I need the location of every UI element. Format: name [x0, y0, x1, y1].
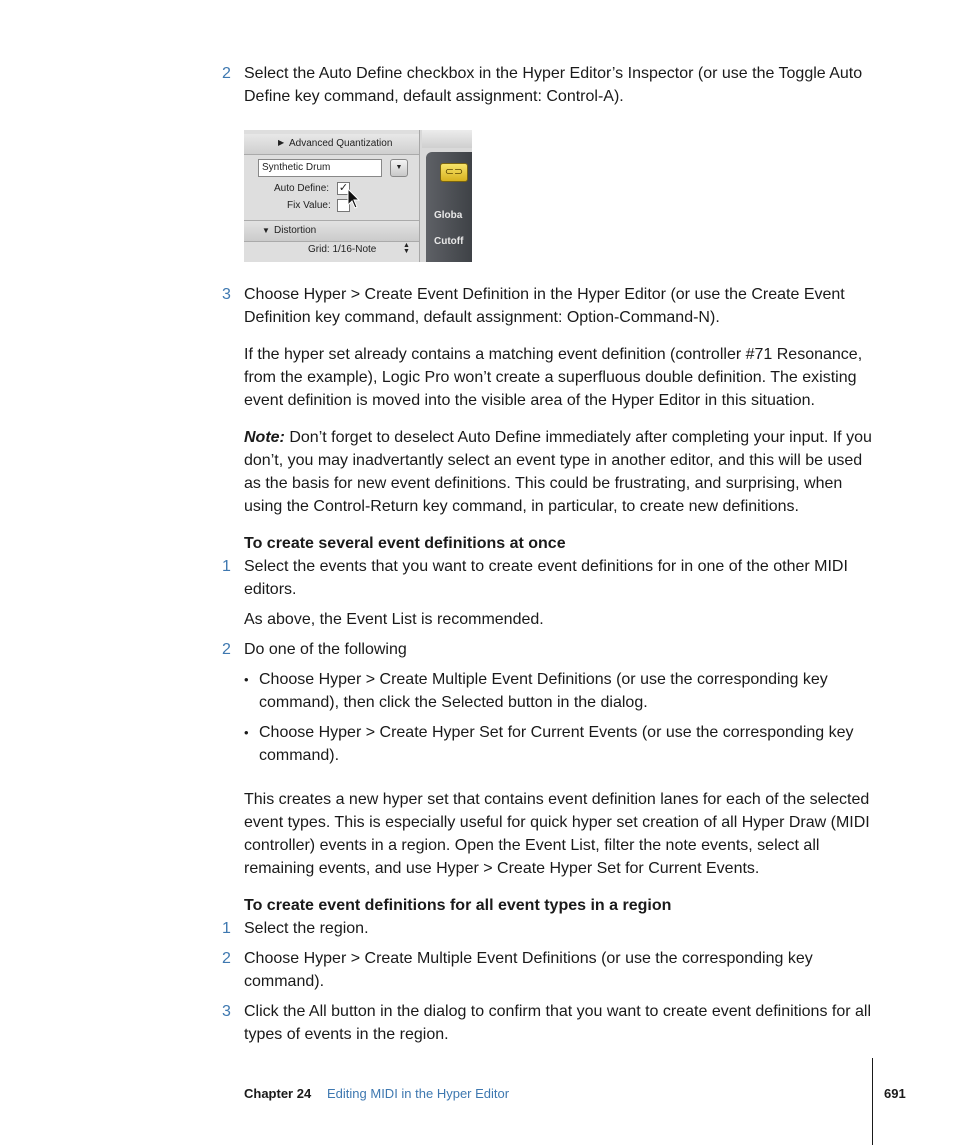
- auto-define-label: Auto Define:: [274, 183, 330, 194]
- preset-value: Synthetic Drum: [262, 162, 331, 173]
- step-number: 1: [222, 558, 231, 575]
- inspector-panel: [244, 130, 420, 262]
- note-label: Note:: [244, 429, 285, 446]
- note-paragraph: [244, 426, 878, 518]
- step-number: 2: [222, 950, 231, 967]
- grid-value[interactable]: Grid: 1/16-Note: [308, 244, 377, 255]
- stepper-arrows-icon[interactable]: ▲ ▼: [403, 242, 410, 255]
- preset-select[interactable]: [258, 159, 382, 177]
- step-text: Do one of the following: [244, 641, 407, 658]
- step-text: Select the events that you want to create event definitions for in one of the other MIDI editors.: [244, 558, 848, 598]
- global-label: Globa: [434, 210, 463, 221]
- step-text: Select the region.: [244, 920, 369, 937]
- note-text: Don’t forget to deselect Auto Define immediately after completing your input. If you don’t, you may inadvertantly select an event type in another editor, and this will be used as the basis for new event definitions. This could be frustrating, and surprising, when using the Control-Return key command, in particular, to create new definitions.: [244, 429, 872, 515]
- footer-chapter: Chapter 24: [244, 1086, 312, 1101]
- inspector-screenshot: [244, 130, 472, 262]
- fix-value-label: Fix Value:: [287, 200, 331, 211]
- step-text: Click the All button in the dialog to confirm that you want to create event definitions for all types of events in the region.: [244, 1003, 872, 1043]
- advanced-quantization-row[interactable]: [244, 134, 419, 155]
- auto-define-checkbox[interactable]: ✓: [338, 182, 349, 194]
- cutoff-label: Cutoff: [434, 236, 464, 247]
- section-heading-all: To create event definitions for all event types in a region: [244, 897, 672, 914]
- paragraph-existing: If the hyper set already contains a matching event definition (controller #71 Resonance, from the example), Logic Pro won’t create a superfluous double definition. The existing event definition is moved into the visible area of the Hyper Editor in this situation.: [244, 346, 863, 409]
- toolbar-strip: [422, 130, 472, 148]
- distortion-label: Distortion: [274, 225, 317, 236]
- chevron-down-icon[interactable]: ▼: [390, 159, 408, 177]
- bullet-text: Choose Hyper > Create Multiple Event Definitions (or use the corresponding key command), then click the Selected button in the dialog.: [259, 671, 828, 711]
- section-heading-several: To create several event definitions at once: [244, 535, 566, 552]
- disclosure-right-icon: ▶: [278, 138, 285, 147]
- step-number: 1: [222, 920, 231, 937]
- link-icon[interactable]: ⊂⊃: [440, 163, 468, 182]
- step-number: 3: [222, 286, 231, 303]
- footer-divider: [872, 1058, 873, 1145]
- pointer-cursor-icon: [347, 188, 361, 210]
- step-text: Choose Hyper > Create Multiple Event Definitions (or use the corresponding key command).: [244, 950, 813, 990]
- bullet-icon: •: [244, 725, 249, 740]
- page-number: 691: [884, 1086, 906, 1101]
- advanced-quantization-label: Advanced Quantization: [289, 138, 393, 149]
- step-number: 2: [222, 641, 231, 658]
- step-text: Choose Hyper > Create Event Definition in the Hyper Editor (or use the Create Event Definition key command, default assignment: Option-Command-N).: [244, 286, 845, 326]
- disclosure-down-icon: ▼: [262, 226, 270, 235]
- step-number: 3: [222, 1003, 231, 1020]
- paragraph-event-list: As above, the Event List is recommended.: [244, 611, 544, 628]
- bullet-icon: •: [244, 672, 249, 687]
- bullet-text: Choose Hyper > Create Hyper Set for Current Events (or use the corresponding key command).: [259, 724, 854, 764]
- distortion-row[interactable]: [244, 220, 419, 242]
- step-text: Select the Auto Define checkbox in the Hyper Editor’s Inspector (or use the Toggle Auto Define key command, default assignment: Control-A).: [244, 65, 863, 105]
- paragraph-creates: This creates a new hyper set that contains event definition lanes for each of the selected event types. This is especially useful for quick hyper set creation of all Hyper Draw (MIDI controller) events in a region. Open the Event List, filter the note events, select all remaining events, and use Hyper > Create Hyper Set for Current Events.: [244, 791, 870, 877]
- footer-chapter-title: Editing MIDI in the Hyper Editor: [327, 1086, 510, 1101]
- step-number: 2: [222, 65, 231, 82]
